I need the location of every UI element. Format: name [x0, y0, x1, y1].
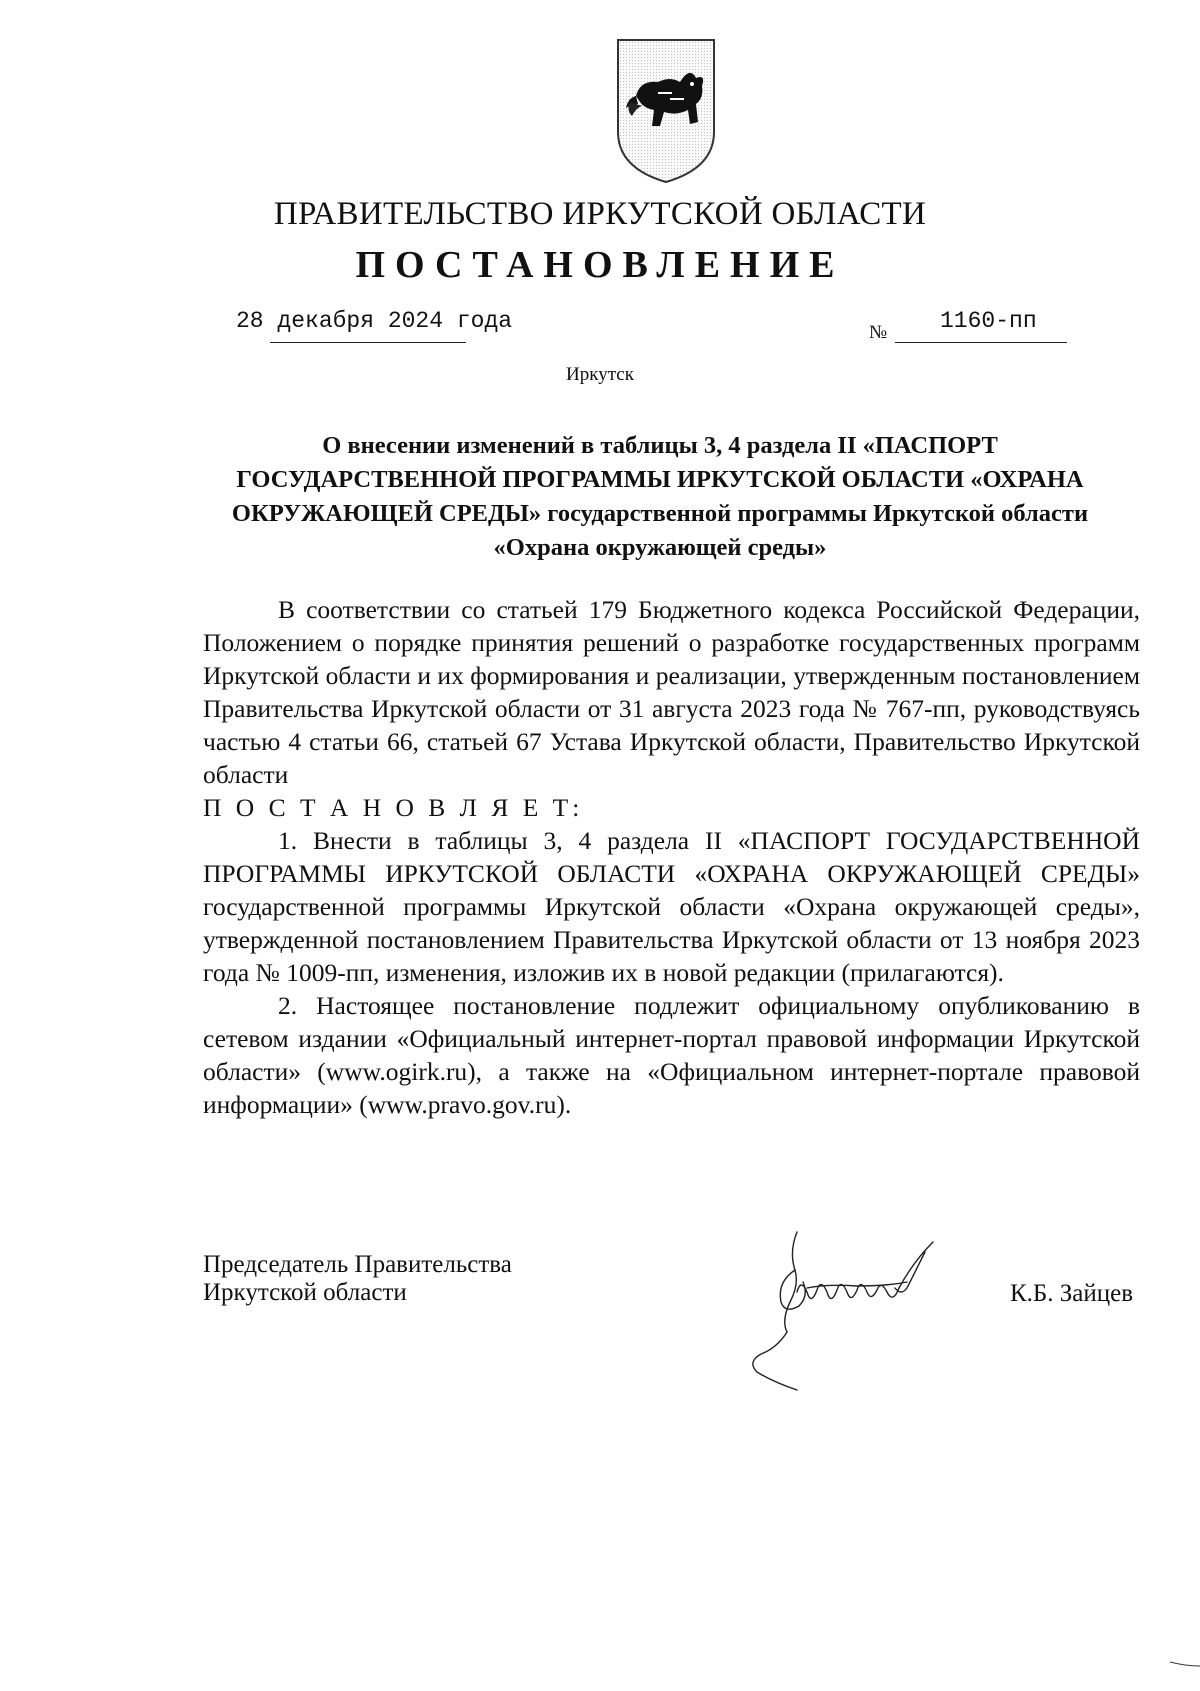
item-1-paragraph: 1. Внести в таблицы 3, 4 раздела II «ПАСПОРТ ГОСУДАРСТВЕННОЙ ПРОГРАММЫ ИРКУТСКОЙ ОБЛАСТИ «ОХРАНА ОКРУЖАЮЩЕЙ СРЕДЫ» государственной программы Иркутской области «Охрана окружающей среды», утвержденной постановлением Правительства Иркутской области от 13 ноября 2023 года № 1009-пп, изменения, изложив их в новой редакции (прилагаются). — [203, 826, 1140, 987]
signer-position-line1: Председатель Правительства — [203, 1251, 512, 1278]
signer-position — [203, 1251, 512, 1307]
date-underline — [270, 342, 466, 343]
decree-subject: О внесении изменений в таблицы 3, 4 раздела II «ПАСПОРТ ГОСУДАРСТВЕННОЙ ПРОГРАММЫ ИРКУТСКОЙ ОБЛАСТИ «ОХРАНА ОКРУЖАЮЩЕЙ СРЕДЫ» государственной программы Иркутской области «Охрана окружающей среды» — [231, 432, 1089, 561]
signer-position-line2: Иркутской области — [203, 1279, 407, 1306]
document-type-title: ПОСТАНОВЛЕНИЕ — [355, 244, 845, 286]
number-sign: № — [869, 322, 888, 343]
city-name: Иркутск — [566, 364, 634, 385]
resolves-heading: П О С Т А Н О В Л Я Е Т: — [203, 793, 584, 822]
preamble-paragraph: В соответствии со статьей 179 Бюджетного кодекса Российской Федерации, Положением о порядке принятия решений о разработке государственных программ Иркутской области и их формирования и реализации, утвержденным постановлением Правительства Иркутской области от 31 августа 2023 года № 767-пп, руководствуясь частью 4 статьи 66, статьей 67 Устава Иркутской области, Правительство Иркутской области — [203, 595, 1140, 789]
decree-number: 1160-пп — [940, 308, 1037, 334]
item-2-paragraph: 2. Настоящее постановление подлежит официальному опубликованию в сетевом издании «Официальный интернет-портал правовой информации Иркутской области» (www.ogirk.ru), а также на «Официальном интернет-портале правовой информации» (www.pravo.gov.ru). — [203, 991, 1140, 1119]
irkutsk-coat-of-arms-icon — [614, 36, 718, 184]
scan-edge-mark — [1170, 1660, 1200, 1668]
decree-date: 28 декабря 2024 года — [236, 308, 513, 334]
decree-body — [203, 593, 1140, 1121]
number-underline — [895, 342, 1067, 343]
government-name: ПРАВИТЕЛЬСТВО ИРКУТСКОЙ ОБЛАСТИ — [273, 196, 927, 232]
handwritten-signature-icon — [737, 1222, 972, 1392]
signer-name: К.Б. Зайцев — [1010, 1280, 1134, 1307]
